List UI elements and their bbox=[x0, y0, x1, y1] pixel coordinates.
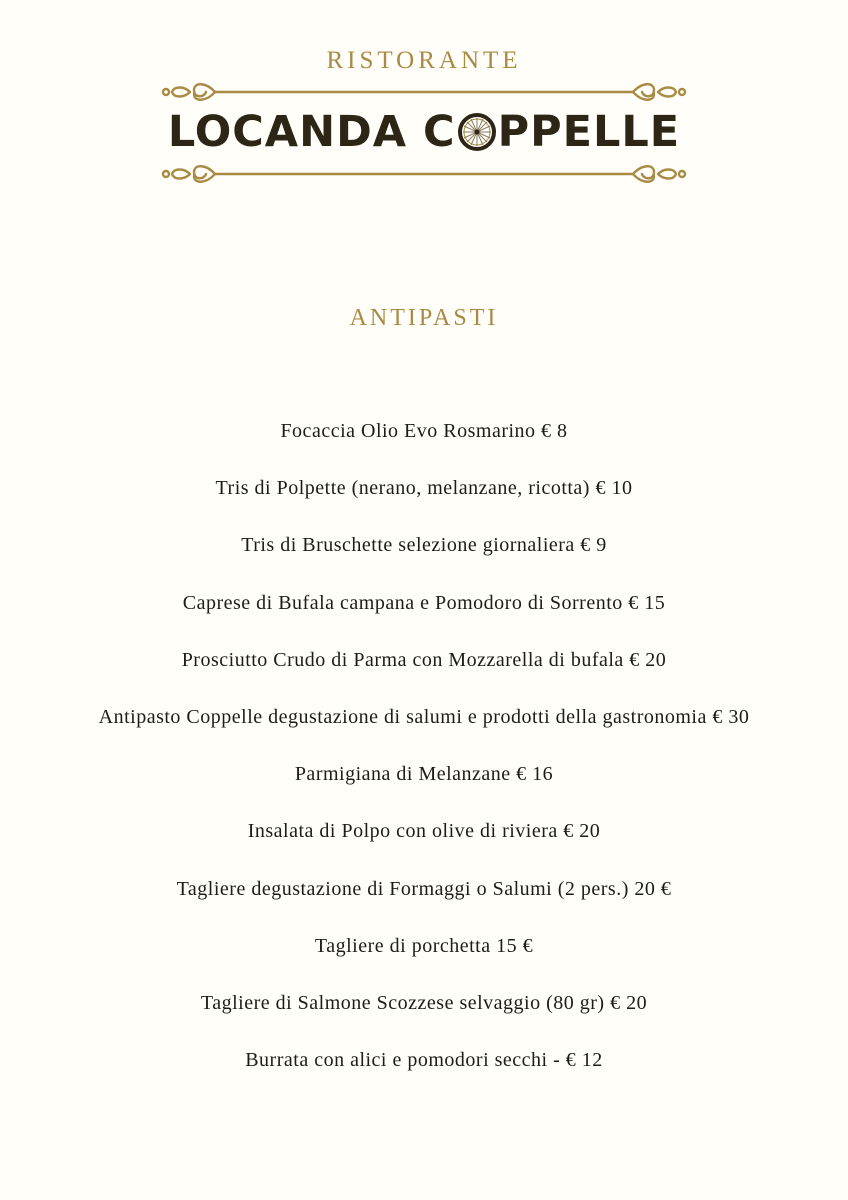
menu-item: Tris di Polpette (nerano, melanzane, ricotta) € 10 bbox=[215, 477, 633, 500]
ornament-divider-bottom-icon bbox=[160, 160, 688, 188]
restaurant-logo bbox=[0, 104, 848, 160]
menu-item: Burrata con alici e pomodori secchi - € 12 bbox=[245, 1049, 603, 1072]
menu-list bbox=[0, 416, 848, 1102]
menu-item: Tagliere di Salmone Scozzese selvaggio (80 gr) € 20 bbox=[200, 991, 648, 1014]
ristorante-label: RISTORANTE bbox=[326, 47, 522, 74]
logo-text-part1: LOCANDA C bbox=[167, 107, 456, 157]
menu-item: Parmigiana di Melanzane € 16 bbox=[294, 763, 554, 786]
wheel-icon bbox=[457, 112, 497, 152]
menu-item: Tris di Bruschette selezione giornaliera € 9 bbox=[241, 534, 607, 557]
menu-item: Insalata di Polpo con olive di riviera € 20 bbox=[247, 820, 601, 843]
ornament-divider-top-icon bbox=[160, 78, 688, 106]
menu-item: Caprese di Bufala campana e Pomodoro di Sorrento € 15 bbox=[182, 591, 666, 614]
menu-item: Antipasto Coppelle degustazione di salumi e prodotti della gastronomia € 30 bbox=[98, 705, 750, 728]
section-title-antipasti: ANTIPASTI bbox=[349, 305, 499, 331]
menu-item: Tagliere degustazione di Formaggi o Salumi (2 pers.) 20 € bbox=[176, 877, 672, 900]
menu-item: Prosciutto Crudo di Parma con Mozzarella di bufala € 20 bbox=[181, 648, 667, 671]
logo-text-part2: PPELLE bbox=[497, 107, 681, 157]
menu-item: Tagliere di porchetta 15 € bbox=[314, 934, 534, 957]
menu-item: Focaccia Olio Evo Rosmarino € 8 bbox=[280, 420, 568, 442]
